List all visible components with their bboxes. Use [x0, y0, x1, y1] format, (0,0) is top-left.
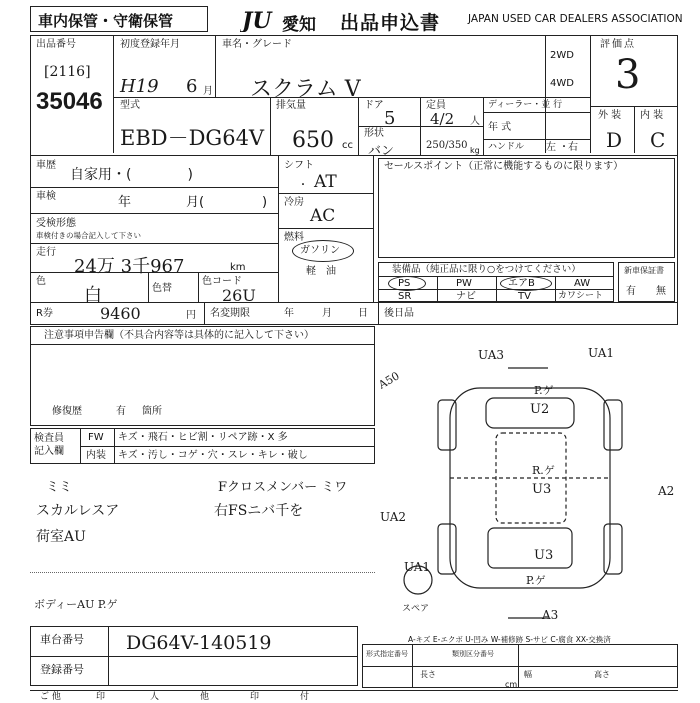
history-value: 自家用・( ) [70, 167, 193, 183]
mark-ua2: UA2 [380, 510, 407, 524]
model-value: スクラム V [250, 77, 361, 102]
reg-number-label: 登録番号 [40, 663, 84, 676]
capacity-value: 4/2 [430, 110, 455, 128]
mark-u3-rear: U3 [534, 548, 554, 563]
mark-ua3: UA3 [478, 348, 505, 362]
first-reg-month-unit: 月 [203, 86, 213, 97]
bottom-cell-2: 印 [96, 692, 106, 702]
mileage-unit: km [230, 262, 246, 273]
spare-label: スペア [402, 604, 430, 614]
first-reg-label: 初度登録年月 [120, 39, 180, 50]
type-label: 型式 [120, 100, 140, 111]
handle-left: 左 [546, 142, 556, 153]
shape-label: 形状 [364, 128, 384, 139]
mark-u3-mid: U3 [532, 482, 552, 497]
selling-points-box [378, 158, 675, 258]
car-body-outline [450, 388, 610, 588]
drive-4wd: 4WD [550, 78, 574, 89]
mileage-value: 24万 3千967 [74, 256, 185, 277]
bottom-cell-3: 人 [150, 692, 160, 702]
mark-pge-top: P.ゲ [534, 384, 554, 397]
score-ext-value: D [606, 128, 623, 152]
fuel-label: 燃料 [284, 232, 304, 243]
mileage-label: 走行 [36, 247, 56, 258]
dim-width: 幅 [524, 670, 532, 679]
score-int-label: 内 装 [640, 110, 664, 121]
cooler-label: 冷房 [284, 197, 304, 208]
recycle-yes: 有 [626, 286, 636, 297]
dim-height: 高さ [594, 670, 610, 679]
drive-2wd: 2WD [550, 50, 574, 61]
shape-unit: kg [470, 146, 480, 155]
recycle-no: 無 [656, 286, 666, 297]
notes-label: 注意事項申告欄（不具合内容等は具体的に記入して下さい） [44, 330, 314, 341]
first-reg-year: H19 [120, 76, 159, 97]
chassis-value: DG64V-140519 [126, 632, 272, 654]
name-change-day: 日 [358, 308, 368, 319]
inspection-year: 年 [118, 195, 132, 210]
handle-label: ハンドル [488, 142, 525, 152]
car-wheel-rr [604, 524, 622, 574]
equip-pw: PW [456, 278, 472, 289]
bottom-cell-5: 印 [250, 692, 260, 702]
selling-points-label: セールスポイント（正常に機能するものに限ります） [384, 161, 624, 172]
lot-number: 35046 [36, 88, 103, 115]
equip-airbag-circle [500, 276, 552, 291]
type-value: EBD－DG64V [120, 126, 265, 150]
legend: A-キズ E-エクボ U-凹み W-補修跡 S-サビ C-腐食 XX-交換済 [408, 635, 611, 644]
score-value: 3 [615, 52, 641, 98]
shape-value: バン [368, 144, 395, 159]
car-damage-diagram [378, 328, 678, 628]
equip-aw: AW [574, 278, 591, 289]
shift-sep: ・ [298, 180, 308, 191]
owner-label: 後日品 [384, 308, 414, 319]
check-int: 内装 [86, 450, 106, 461]
acceptance-note: 車検付きの場合記入して下さい [36, 231, 141, 240]
history-label: 車歴 [36, 160, 56, 171]
english-title: JAPAN USED CAR DEALERS ASSOCIATION [468, 13, 683, 25]
fuel-gasoline: ガソリン [300, 245, 340, 256]
name-change-month: 月 [322, 308, 332, 319]
color-label: 色 [36, 276, 46, 287]
hw-note-4: 右FSニバ千を [214, 503, 304, 519]
check-fw: FW [88, 432, 104, 443]
check-int-items: キズ・汚し・コゲ・穴・スレ・キレ・破し [118, 450, 308, 461]
car-rear-panel [488, 528, 572, 568]
mark-ua1-bottom: UA1 [404, 560, 431, 574]
mark-a3: A3 [542, 608, 559, 622]
shift-label: シフト [284, 160, 314, 171]
mark-pge-rear: P.ゲ [526, 574, 546, 587]
bottom-cell-1: ご 他 [40, 692, 61, 702]
score-ext-label: 外 装 [598, 110, 622, 121]
car-wheel-fr [604, 400, 622, 450]
check-fw-items: キズ・飛石・ヒビ割・リペア跡・X 多 [118, 432, 288, 443]
class-spec-label: 類別区分番号 [452, 650, 494, 658]
equipment-label: 装備品（純正品に限り○をつけてください） [392, 264, 581, 275]
r-ticket-unit: 円 [186, 310, 196, 321]
color-value: 白 [84, 285, 102, 306]
inspection-label: 車検 [36, 191, 56, 202]
displacement-label: 排気量 [276, 100, 306, 111]
fuel-diesel: 軽 油 [306, 266, 336, 277]
repair-label: 修復歴 [52, 406, 82, 417]
mark-ua1-top: UA1 [588, 346, 615, 360]
shape-spec-label: 形式指定番号 [366, 650, 408, 658]
handle-sep: ・ [559, 142, 569, 153]
cooler-value: AC [310, 206, 336, 226]
hw-note-5: 荷室AU [36, 529, 86, 545]
color-change-label: 色替 [152, 283, 172, 294]
inspector-label: 検査員 記入欄 [34, 433, 64, 457]
ju-logo-text: JU [242, 8, 272, 32]
inspection-close: ) [262, 195, 268, 210]
form-title: 出品申込書 [340, 12, 441, 34]
capacity-label: 定員 [426, 100, 446, 111]
ju-logo [240, 6, 280, 32]
mark-rge: R.ゲ [532, 464, 555, 477]
inspection-month: 月( [186, 195, 205, 210]
lot-label: 出品番号 [36, 39, 76, 50]
hw-note-1: ミミ [46, 480, 73, 495]
equip-ps-circle [388, 276, 426, 291]
color-code-value: 26U [222, 286, 256, 305]
year-label: 年 式 [488, 122, 512, 133]
capacity-unit: 人 [470, 116, 480, 127]
dealer-label: ディーラー・並 行 [488, 100, 563, 110]
car-wheel-rl [438, 524, 456, 574]
recycle-label: 新車保証書 [624, 266, 664, 275]
color-code-label: 色コード [202, 276, 242, 287]
assoc-name: 愛知 [282, 15, 316, 35]
displacement-unit: cc [342, 140, 353, 151]
lot-sub: [2116] [44, 64, 91, 80]
r-ticket-label: R券 [36, 308, 53, 319]
equip-navi: ナビ [456, 291, 476, 302]
equip-sr: SR [398, 291, 412, 302]
model-label: 車名・グレード [222, 39, 292, 50]
storage-label: 車内保管・守衛保管 [38, 12, 174, 30]
name-change-label: 名変期限 [210, 308, 250, 319]
equip-seat: カワシート [558, 291, 604, 301]
doors-value: 5 [384, 108, 396, 129]
hw-note-3: スカルレスア [36, 503, 120, 519]
dim-cm: cm [505, 680, 518, 689]
repair-bracket: 箇所 [142, 406, 162, 417]
r-ticket-value: 9460 [100, 304, 141, 323]
dim-length: 長さ [420, 670, 436, 679]
bottom-cell-6: 付 [300, 692, 310, 702]
first-reg-month: 6 [186, 76, 198, 97]
handle-right: 右 [568, 142, 578, 153]
hw-note-2: Fクロスメンバー ミワ [218, 480, 348, 495]
car-wheel-fl [438, 400, 456, 450]
shape-load: 250/350 [426, 140, 468, 151]
shift-value: AT [314, 172, 337, 192]
doors-label: ドア [364, 100, 384, 111]
mark-u2: U2 [530, 402, 550, 417]
equip-airbag: エアB [508, 278, 535, 289]
equip-ps: PS [398, 278, 411, 289]
bottom-cell-4: 他 [200, 692, 210, 702]
score-label: 評価点 [600, 39, 636, 50]
acceptance-label: 受検形態 [36, 218, 76, 229]
mark-a2: A2 [658, 484, 675, 498]
diagram-annotation: A50 [376, 369, 402, 392]
repair-value: 有 [116, 406, 126, 417]
displacement-value: 650 [292, 128, 334, 153]
hw-note-6: ボディーAU P.ゲ [34, 598, 118, 611]
equip-tv: TV [518, 291, 531, 302]
score-int-value: C [650, 128, 666, 152]
name-change-year: 年 [284, 308, 294, 319]
chassis-label: 車台番号 [40, 633, 84, 646]
